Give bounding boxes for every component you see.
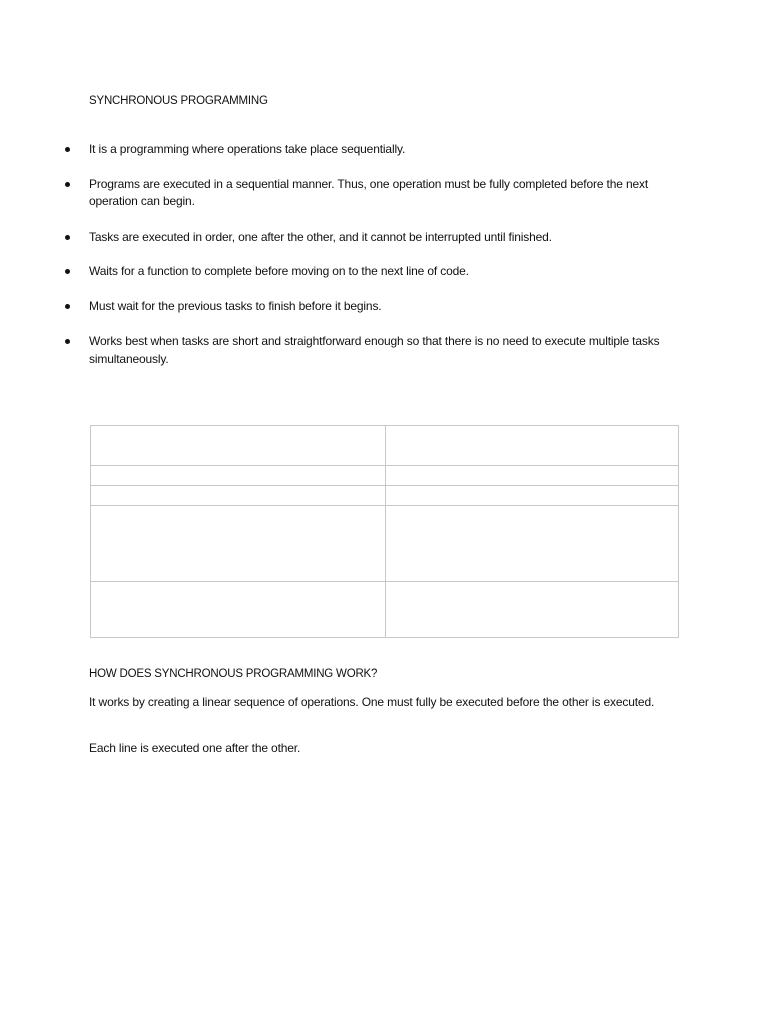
table-cell xyxy=(91,582,386,638)
table-row xyxy=(91,486,679,506)
section-heading: HOW DOES SYNCHRONOUS PROGRAMMING WORK? xyxy=(89,668,378,680)
bullet-text: Tasks are executed in order, one after the other, and it cannot be interrupted until finished. xyxy=(89,229,552,244)
table-row xyxy=(91,466,679,486)
bullet-text: Works best when tasks are short and straightforward enough so that there is no need to execute multiple tasks simultaneously. xyxy=(89,334,660,366)
page-title: SYNCHRONOUS PROGRAMMING xyxy=(89,95,268,107)
bullet-dot-icon xyxy=(65,339,70,344)
section-paragraph: It works by creating a linear sequence of operations. One must fully be executed before the other is executed. xyxy=(89,695,655,709)
table-cell xyxy=(386,426,679,466)
bullet-list xyxy=(0,141,768,368)
bullet-dot-icon xyxy=(65,304,70,309)
bullet-text: It is a programming where operations take place sequentially. xyxy=(89,142,406,156)
bullet-text: Waits for a function to complete before moving on to the next line of code. xyxy=(89,264,469,278)
table-cell xyxy=(91,426,386,466)
table-cell xyxy=(91,466,386,486)
table-row xyxy=(91,426,679,466)
table-row xyxy=(91,582,679,638)
bullet-item xyxy=(0,333,684,368)
bullet-item xyxy=(0,176,684,211)
table-cell xyxy=(91,486,386,506)
bullet-dot-icon xyxy=(65,182,70,187)
table-cell xyxy=(386,486,679,506)
bullet-text: Programs are executed in a sequential manner. Thus, one operation must be fully completed before the next operation can begin. xyxy=(89,176,649,208)
table-row xyxy=(91,506,679,582)
section-paragraph: Each line is executed one after the other. xyxy=(89,741,301,755)
table-cell xyxy=(91,506,386,582)
empty-table xyxy=(90,425,679,638)
table-cell xyxy=(386,466,679,486)
bullet-dot-icon xyxy=(65,235,70,240)
bullet-item xyxy=(0,263,684,281)
table-cell xyxy=(386,582,679,638)
bullet-dot-icon xyxy=(65,147,70,152)
bullet-dot-icon xyxy=(65,269,70,274)
bullet-item xyxy=(0,229,684,247)
table-cell xyxy=(386,506,679,582)
bullet-text: Must wait for the previous tasks to finish before it begins. xyxy=(89,298,382,313)
bullet-item xyxy=(0,141,684,159)
bullet-item xyxy=(0,298,684,316)
